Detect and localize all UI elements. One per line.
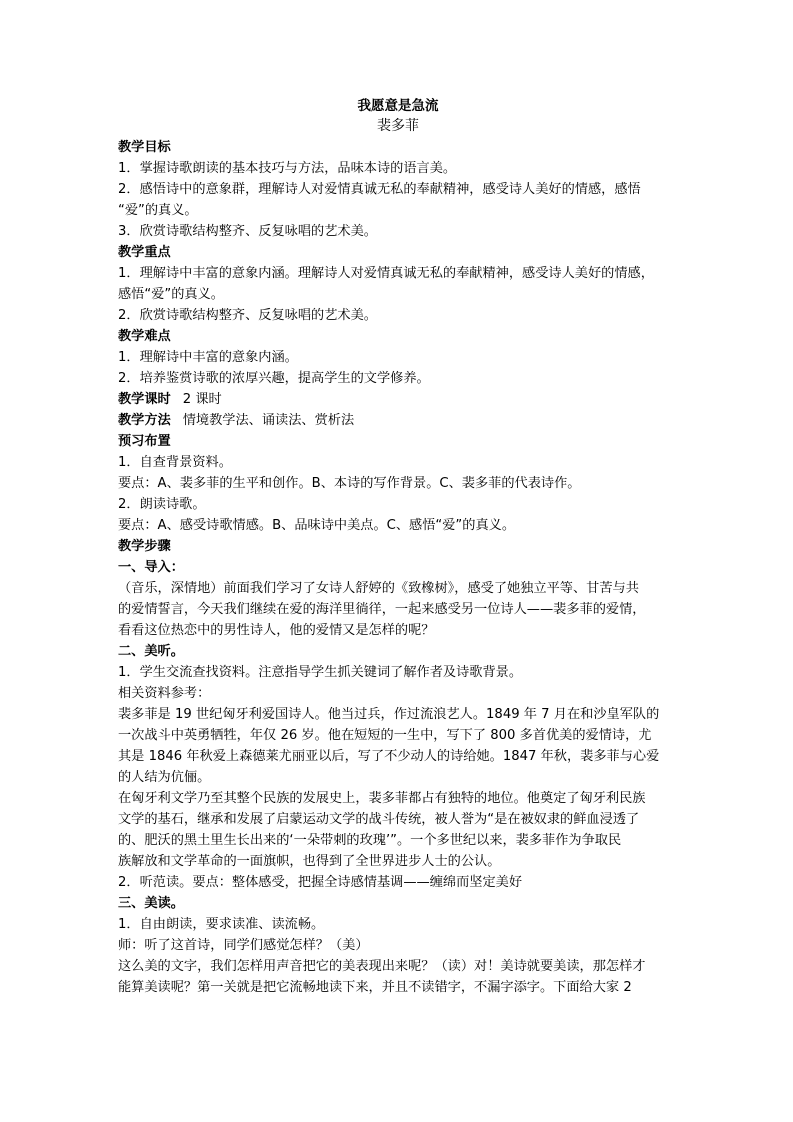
- paragraph-line: 2．感悟诗中的意象群，理解诗人对爱情真诚无私的奉献精神，感受诗人美好的情感，感悟: [118, 182, 641, 197]
- section-heading: 三、美读。: [118, 896, 184, 911]
- section-heading: 教学难点: [118, 329, 171, 344]
- paragraph-line: 看看这位热恋中的男性诗人，他的爱情又是怎样的呢？: [118, 623, 435, 638]
- paragraph-line: 2．朗读诗歌。: [118, 497, 206, 512]
- paragraph-line: 1．掌握诗歌朗读的基本技巧与方法，品味本诗的语言美。: [118, 161, 457, 176]
- paragraph-line: 要点：A、裴多菲的生平和创作。B、本诗的写作背景。C、裴多菲的代表诗作。: [118, 476, 581, 491]
- paragraph-line: 相关资料参考：: [118, 686, 211, 701]
- paragraph-line: 2．听范读。要点：整体感受，把握全诗感情基调——缠绵而坚定美好: [118, 875, 523, 890]
- paragraph-line: 3．欣赏诗歌结构整齐、反复咏唱的艺术美。: [118, 224, 377, 239]
- labeled-line: [118, 389, 678, 410]
- paragraph-line: 1．理解诗中丰富的意象内涵。理解诗人对爱情真诚无私的奉献精神，感受诗人美好的情感，: [118, 266, 654, 281]
- section-heading: 教学目标: [118, 140, 171, 155]
- paragraph-line: 的、肥沃的黑土里生长出来的‘一朵带刺的玫瑰’”。一个多世纪以来，裴多菲作为争取民: [118, 833, 622, 848]
- line-value: 情境教学法、诵读法、赏析法: [182, 413, 355, 428]
- line-label: 教学方法: [118, 413, 171, 428]
- paragraph-line: 族解放和文学革命的一面旗帜，也得到了全世界进步人士的公认。: [118, 854, 501, 869]
- paragraph-line: 能算美读呢？第一关就是把它流畅地读下来，并且不读错字，不漏字添字。下面给大家 2: [118, 980, 632, 995]
- paragraph-line: （音乐，深情地）前面我们学习了女诗人舒婷的《致橡树》，感受了她独立平等、甘苦与共: [118, 581, 639, 596]
- paragraph-line: 裴多菲是 19 世纪匈牙利爱国诗人。他当过兵，作过流浪艺人。1849 年 7 月在和沙皇军队的: [118, 707, 660, 722]
- paragraph-line: 师：听了这首诗，同学们感觉怎样？（美）: [118, 938, 369, 953]
- paragraph-line: 要点：A、感受诗歌情感。B、品味诗中美点。C、感悟“爱”的真义。: [118, 518, 516, 533]
- paragraph-line: 2．欣赏诗歌结构整齐、反复咏唱的艺术美。: [118, 308, 377, 323]
- line-label: 教学课时: [118, 392, 171, 407]
- section-heading: 预习布置: [118, 434, 171, 449]
- line-value: 2 课时: [182, 392, 222, 407]
- section-heading: 教学重点: [118, 245, 171, 260]
- paragraph-line: 在匈牙利文学乃至其整个民族的发展史上，裴多菲都占有独特的地位。他奠定了匈牙利民族: [118, 791, 646, 806]
- paragraph-line: 文学的基石，继承和发展了启蒙运动文学的战斗传统，被人誉为“是在被奴隶的鲜血浸透了: [118, 812, 640, 827]
- document-author: 裴多菲: [377, 118, 419, 134]
- paragraph-line: 感悟“爱”的真义。: [118, 287, 224, 302]
- document-body: [118, 137, 678, 998]
- paragraph-line: 1．自查背景资料。: [118, 455, 232, 470]
- labeled-line: [118, 410, 678, 431]
- paragraph-line: 1．自由朗读，要求读准、读流畅。: [118, 917, 325, 932]
- paragraph-line: 这么美的文字，我们怎样用声音把它的美表现出来呢？（读）对！美诗就要美读，那怎样才: [118, 959, 646, 974]
- section-heading: 一、导入：: [118, 560, 184, 575]
- document-title: 我愿意是急流: [357, 98, 439, 114]
- paragraph-line: 一次战斗中英勇牺牲，年仅 26 岁。他在短短的一生中，写下了 800 多首优美的爱情诗，尤: [118, 728, 652, 743]
- section-heading: 二、美听。: [118, 644, 184, 659]
- paragraph-line: 1．理解诗中丰富的意象内涵。: [118, 350, 298, 365]
- paragraph-line: 的爱情誓言，今天我们继续在爱的海洋里徜徉，一起来感受另一位诗人——裴多菲的爱情，: [118, 602, 646, 617]
- paragraph-line: 1．学生交流查找资料。注意指导学生抓关键词了解作者及诗歌背景。: [118, 665, 523, 680]
- document-content: [118, 96, 678, 998]
- paragraph-line: 的人结为伉俪。: [118, 770, 211, 785]
- paragraph-line: “爱”的真义。: [118, 203, 198, 218]
- section-heading: 教学步骤: [118, 539, 171, 554]
- paragraph-line: 其是 1846 年秋爱上森德莱尤丽亚以后，写了不少动人的诗给她。1847 年秋，裴多菲与心爱: [118, 749, 660, 764]
- paragraph-line: 2．培养鉴赏诗歌的浓厚兴趣，提高学生的文学修养。: [118, 371, 430, 386]
